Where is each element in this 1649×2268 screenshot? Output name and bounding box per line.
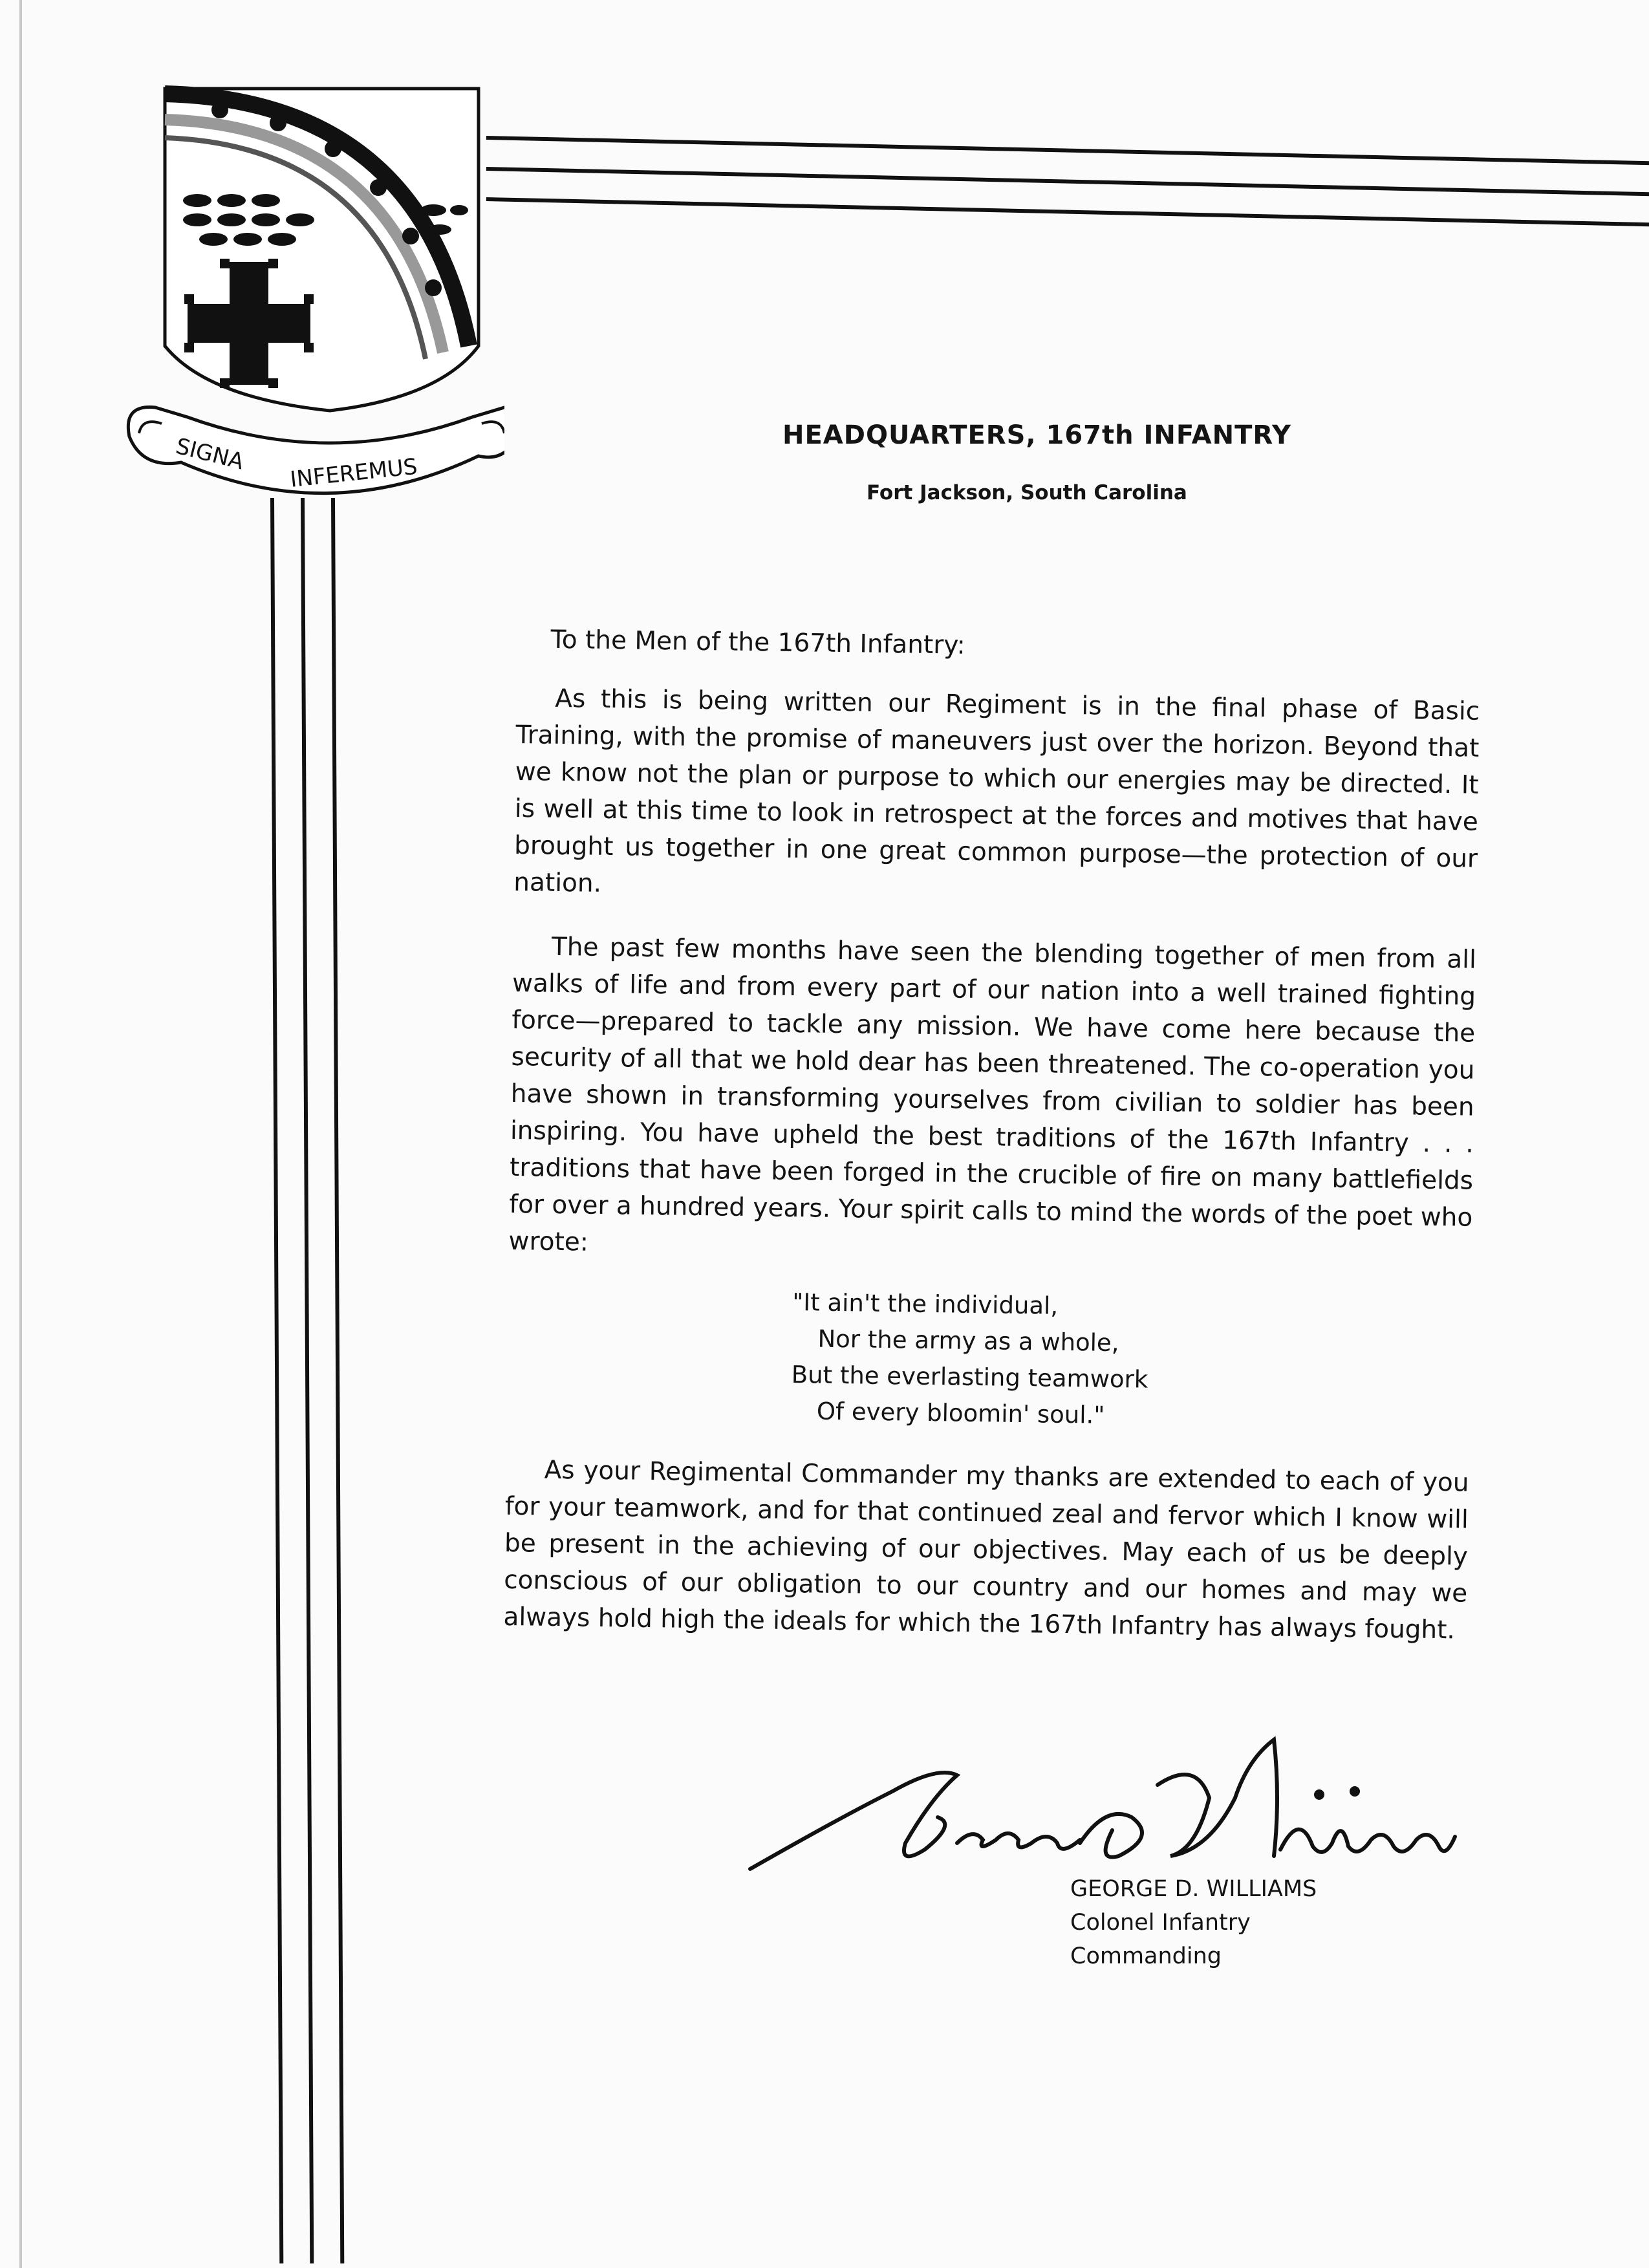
page-edge: [19, 0, 22, 2268]
motto-word-2: INFEREMUS: [288, 453, 419, 493]
letter-body: [503, 621, 1481, 1676]
signer-name: GEORGE D. WILLIAMS: [1070, 1876, 1317, 1902]
vertical-rule-2: [301, 498, 314, 2263]
poem-quote: [791, 1284, 1472, 1439]
paragraph-2: The past few months have seen the blending together of men from all walks of life and from every part of our nation into a well trained fighting force—prepared to tackle any mission. We have come here because the security of all that we hold dear has been threatened. The co-operation you have shown in transforming yourselves from civilian to soldier has been inspiring. You have upheld the best traditions of the 167th Infantry . . . traditions that have been forged in the crucible of fire on many battlefields for over a hundred years. Your spirit calls to mind the words of the poet who wrote:: [508, 932, 1477, 1257]
poem-line: "It ain't the individual,: [792, 1288, 1059, 1320]
vertical-rule-1: [270, 498, 283, 2263]
crest-shield-icon: [116, 74, 504, 501]
paragraph-3: As your Regimental Commander my thanks are extended to each of you for your teamwork, and for that continued zeal and fervor which I know will be present in the achieving of our objectives. May each of us be deeply conscious of our obligation to our country and our homes and may we always hold high the ideals for which the 167th Infantry has always fought.: [503, 1455, 1469, 1645]
poem-line: But the everlasting teamwork: [791, 1361, 1148, 1394]
horizontal-rule-1: [486, 136, 1649, 166]
paragraph-1: As this is being written our Regiment is in the final phase of Basic Training, with the promise of maneuvers just over the horizon. Beyond that we know not the plan or purpose to which our energies may be directed. It is well at this time to look in retrospect at the forces and motives that have brought us together in one great common purpose—the protection of our nation.: [513, 684, 1480, 898]
regimental-crest: [116, 74, 504, 501]
location-line: Fort Jackson, South Carolina: [867, 481, 1187, 504]
motto-word-1: SIGNA: [173, 433, 246, 475]
vertical-rule-3: [331, 498, 344, 2263]
page-title: HEADQUARTERS, 167th INFANTRY: [782, 420, 1291, 450]
handwritten-signature: [744, 1720, 1461, 1888]
horizontal-rule-3: [486, 197, 1649, 227]
signer-rank: Colonel Infantry: [1070, 1910, 1251, 1936]
horizontal-rule-2: [486, 167, 1649, 197]
poem-line: Nor the army as a whole,: [817, 1324, 1119, 1357]
salutation: To the Men of the 167th Infantry:: [550, 625, 965, 660]
poem-line: Of every bloomin' soul.": [816, 1397, 1105, 1429]
signature-block: [1070, 1872, 1317, 1973]
signer-role: Commanding: [1070, 1943, 1222, 1969]
